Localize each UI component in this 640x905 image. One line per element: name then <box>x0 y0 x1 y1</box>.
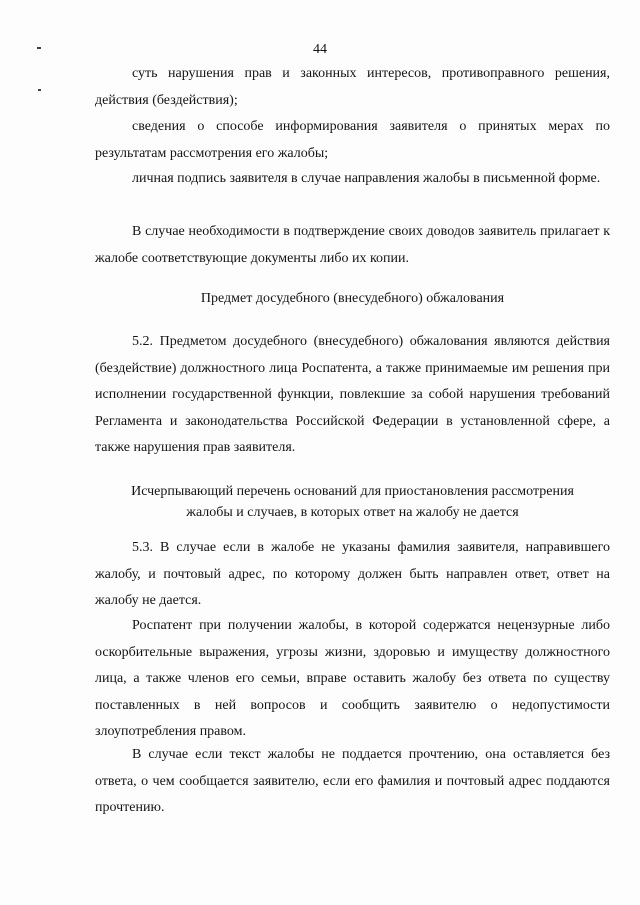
section-heading-subject: Предмет досудебного (внесудебного) обжалования <box>200 291 505 306</box>
paragraph-signature: личная подпись заявителя в случае направления жалобы в письменной форме. <box>132 171 601 186</box>
paragraph-5-2: 5.2. Предметом досудебного (внесудебного) обжалования являются действия (бездействие) должностного лица Роспатента, а также принимаемые им решения при исполнении государственной функции, повлекшие за собой нарушения требований Регламента и законодательства Российской Федерации в установленной сфере, а также нарушения прав заявителя. <box>95 334 610 455</box>
paragraph-5-3: 5.3. В случае если в жалобе не указаны фамилия заявителя, направившего жалобу, и почтовый адрес, по которому должен быть направлен ответ, ответ на жалобу не дается. <box>95 540 610 608</box>
scan-mark <box>38 89 41 91</box>
page-number: 44 <box>313 42 327 57</box>
paragraph-notification-method: сведения о способе информирования заявителя о принятых мерах по результатам рассмотрения его жалобы; <box>95 119 610 161</box>
section-heading-grounds-line1: Исчерпывающий перечень оснований для приостановления рассмотрения <box>131 484 574 499</box>
paragraph-documents: В случае необходимости в подтверждение своих доводов заявитель прилагает к жалобе соответствующие документы либо их копии. <box>95 224 610 266</box>
paragraph-violation-essence: суть нарушения прав и законных интересов, противоправного решения, действия (бездействия); <box>95 66 610 108</box>
paragraph-unreadable-complaint: В случае если текст жалобы не поддается прочтению, она оставляется без ответа, о чем сообщается заявителю, если его фамилия и почтовый адрес поддаются прочтению. <box>95 747 610 815</box>
section-heading-grounds-line2: жалобы и случаев, в которых ответ на жалобу не дается <box>186 505 519 520</box>
section-heading-grounds <box>95 481 610 523</box>
paragraph-obscene-complaint: Роспатент при получении жалобы, в которой содержатся нецензурные либо оскорбительные выражения, угрозы жизни, здоровью и имуществу должностного лица, а также членов его семьи, вправе оставить жалобу без ответа по существу поставленных в ней вопросов и сообщить заявителю о недопустимости злоупотребления правом. <box>95 618 610 739</box>
